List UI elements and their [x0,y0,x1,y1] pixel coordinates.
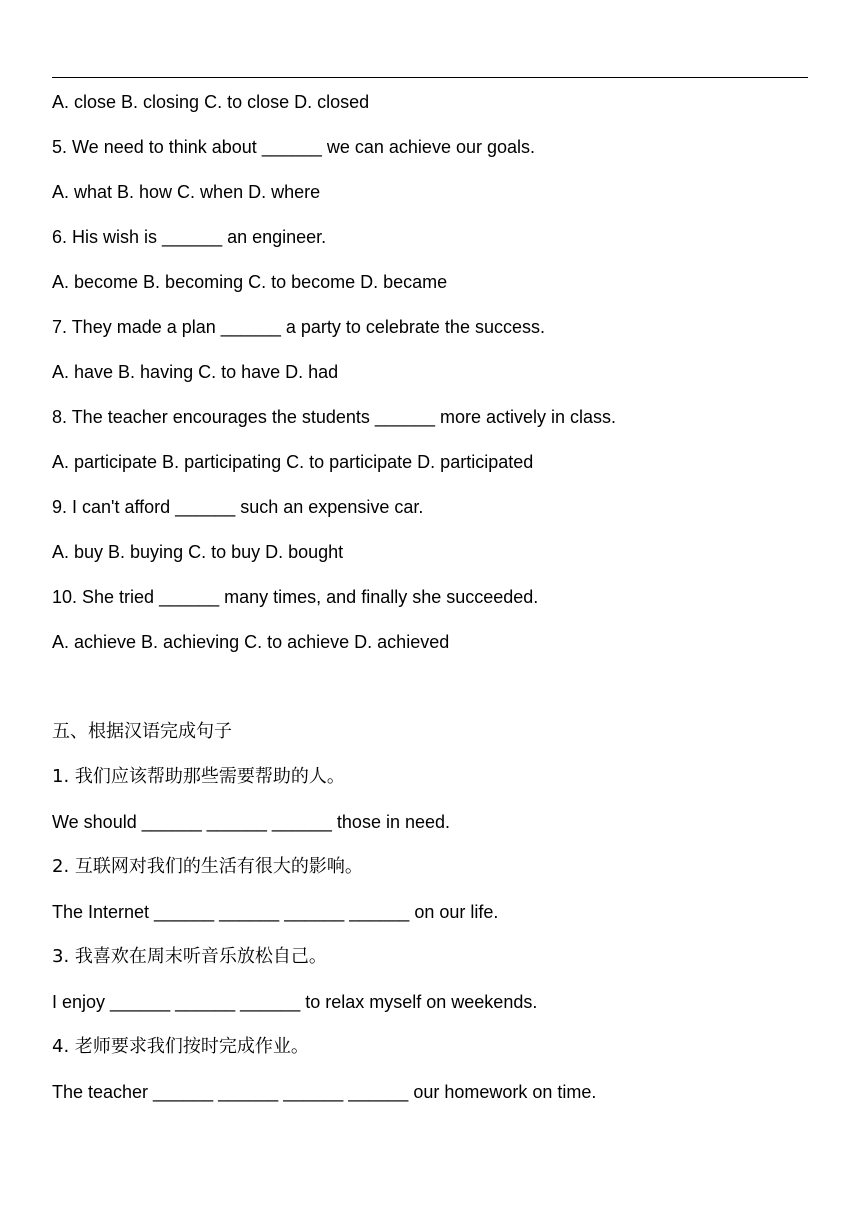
s5-item1-chinese: 1. 我们应该帮助那些需要帮助的人。 [52,766,345,787]
q5-question: 5. We need to think about ______ we can achieve our goals. [52,137,536,157]
q9-options: A. buy B. buying C. to buy D. bought [52,542,344,562]
q6-question: 6. His wish is ______ an engineer. [52,227,327,247]
s5-item2-english: The Internet ______ ______ ______ ______ on our life. [52,902,499,922]
q10-question: 10. She tried ______ many times, and finally she succeeded. [52,587,539,607]
s5-item4-chinese: 4. 老师要求我们按时完成作业。 [52,1036,309,1057]
s5-item3-chinese: 3. 我喜欢在周末听音乐放松自己。 [52,946,327,967]
s5-item1-english: We should ______ ______ ______ those in need. [52,812,451,832]
q4-options: A. close B. closing C. to close D. closed [52,92,370,112]
q7-question: 7. They made a plan ______ a party to celebrate the success. [52,317,545,337]
q9-question: 9. I can't afford ______ such an expensive car. [52,497,424,517]
s5-item3-english: I enjoy ______ ______ ______ to relax myself on weekends. [52,992,538,1012]
q8-question: 8. The teacher encourages the students ______ more actively in class. [52,407,617,427]
header-rule [52,77,808,78]
s5-item4-english: The teacher ______ ______ ______ ______ our homework on time. [52,1082,597,1102]
q10-options: A. achieve B. achieving C. to achieve D. achieved [52,632,450,652]
q7-options: A. have B. having C. to have D. had [52,362,339,382]
q6-options: A. become B. becoming C. to become D. became [52,272,448,292]
s5-item2-chinese: 2. 互联网对我们的生活有很大的影响。 [52,856,363,877]
q5-options: A. what B. how C. when D. where [52,182,321,202]
q8-options: A. participate B. participating C. to participate D. participated [52,452,534,472]
section5-heading: 五、根据汉语完成句子 [52,721,232,742]
